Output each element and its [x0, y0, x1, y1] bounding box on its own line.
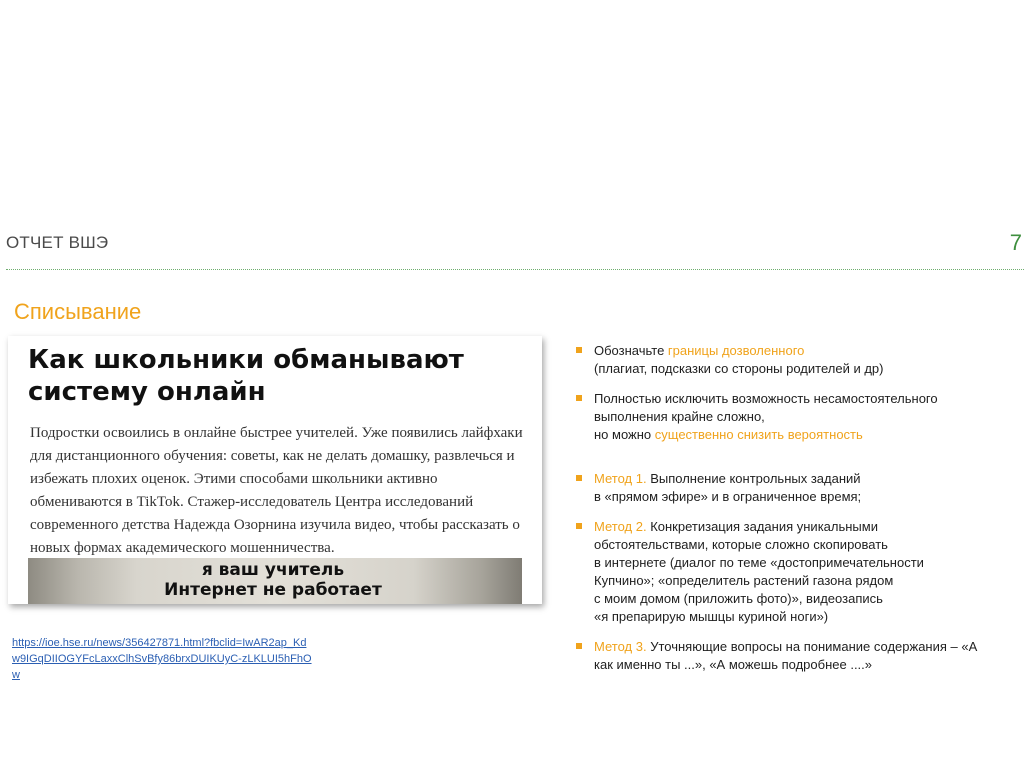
bullet-method-1	[576, 470, 1022, 506]
bullet-line: обстоятельствами, которые сложно скопировать	[594, 537, 888, 552]
method-label: Метод 1.	[594, 471, 647, 486]
bullet-method-2	[576, 518, 1022, 626]
article-body: Подростки освоились в онлайне быстрее учителей. Уже появились лайфхаки для дистанционного обучения: советы, как не делать домашку, развлечься и избежать плохих оценок. Этими способами школьники активно обмениваются в TikTok. Стажер-исследователь Центра исследований современного детства Надежда Озорнина изучила видео, чтобы рассказать о новых формах академического мошенничества.	[30, 425, 523, 556]
bullet-line: Полностью исключить возможность несамостоятельного	[594, 391, 938, 406]
photo-caption-line-1: я ваш учитель	[201, 560, 345, 580]
bullet-square-icon	[576, 395, 582, 401]
source-link[interactable]: https://ioe.hse.ru/news/356427871.html?fbclid=IwAR2ap_Kdw9IGqDIIOGYFcLaxxClhSvBfy86brxDUIKUyC-zLKLUI5hFhOw	[12, 637, 312, 681]
article-photo	[28, 558, 522, 604]
bullet-line: (плагиат, подсказки со стороны родителей и др)	[594, 361, 884, 376]
bullet-line: но можно существенно снизить вероятность	[594, 427, 863, 442]
bullet-square-icon	[576, 643, 582, 649]
bullet-line: Купчино»; «определитель растений газона рядом	[594, 573, 894, 588]
article-headline: Как школьники обманывают систему онлайн	[28, 345, 464, 407]
highlight-text: границы дозволенного	[667, 343, 805, 358]
highlight-text: существенно снизить вероятность	[654, 427, 863, 442]
method-label: Метод 3.	[594, 639, 647, 654]
bullet-square-icon	[576, 523, 582, 529]
bullet-boundaries	[576, 342, 1022, 378]
article-screenshot	[8, 336, 542, 604]
bullet-square-icon	[576, 347, 582, 353]
photo-caption	[148, 560, 398, 600]
method-label: Метод 2.	[594, 519, 647, 534]
bullet-line: Метод 3. Уточняющие вопросы на понимание содержания – «А	[594, 639, 978, 654]
bullet-line: в интернете (диалог по теме «достопримечательности	[594, 555, 924, 570]
bullet-line: в «прямом эфире» и в ограниченное время;	[594, 489, 862, 504]
bullet-method-3	[576, 638, 1022, 674]
bullet-line: как именно ты ...», «А можешь подробнее ....»	[594, 657, 873, 672]
photo-caption-line-2: Интернет не работает	[164, 580, 382, 600]
bullet-list	[576, 342, 1022, 686]
slide-number: 7	[1009, 230, 1022, 255]
bullet-line: Метод 1. Выполнение контрольных заданий	[594, 471, 861, 486]
bullet-square-icon	[576, 475, 582, 481]
slide-title: ОТЧЕТ ВШЭ	[6, 233, 109, 252]
bullet-line: Обозначьте границы дозволенного	[594, 343, 805, 358]
bullet-line: «я препарирую мышцы куриной ноги»)	[594, 609, 829, 624]
header-divider	[6, 269, 1024, 270]
bullet-line: Метод 2. Конкретизация задания уникальными	[594, 519, 878, 534]
section-heading: Списывание	[14, 299, 142, 324]
bullet-line: выполнения крайне сложно,	[594, 409, 765, 424]
bullet-reduce-probability	[576, 390, 1022, 444]
bullet-line: с моим домом (приложить фото)», видеозапись	[594, 591, 883, 606]
